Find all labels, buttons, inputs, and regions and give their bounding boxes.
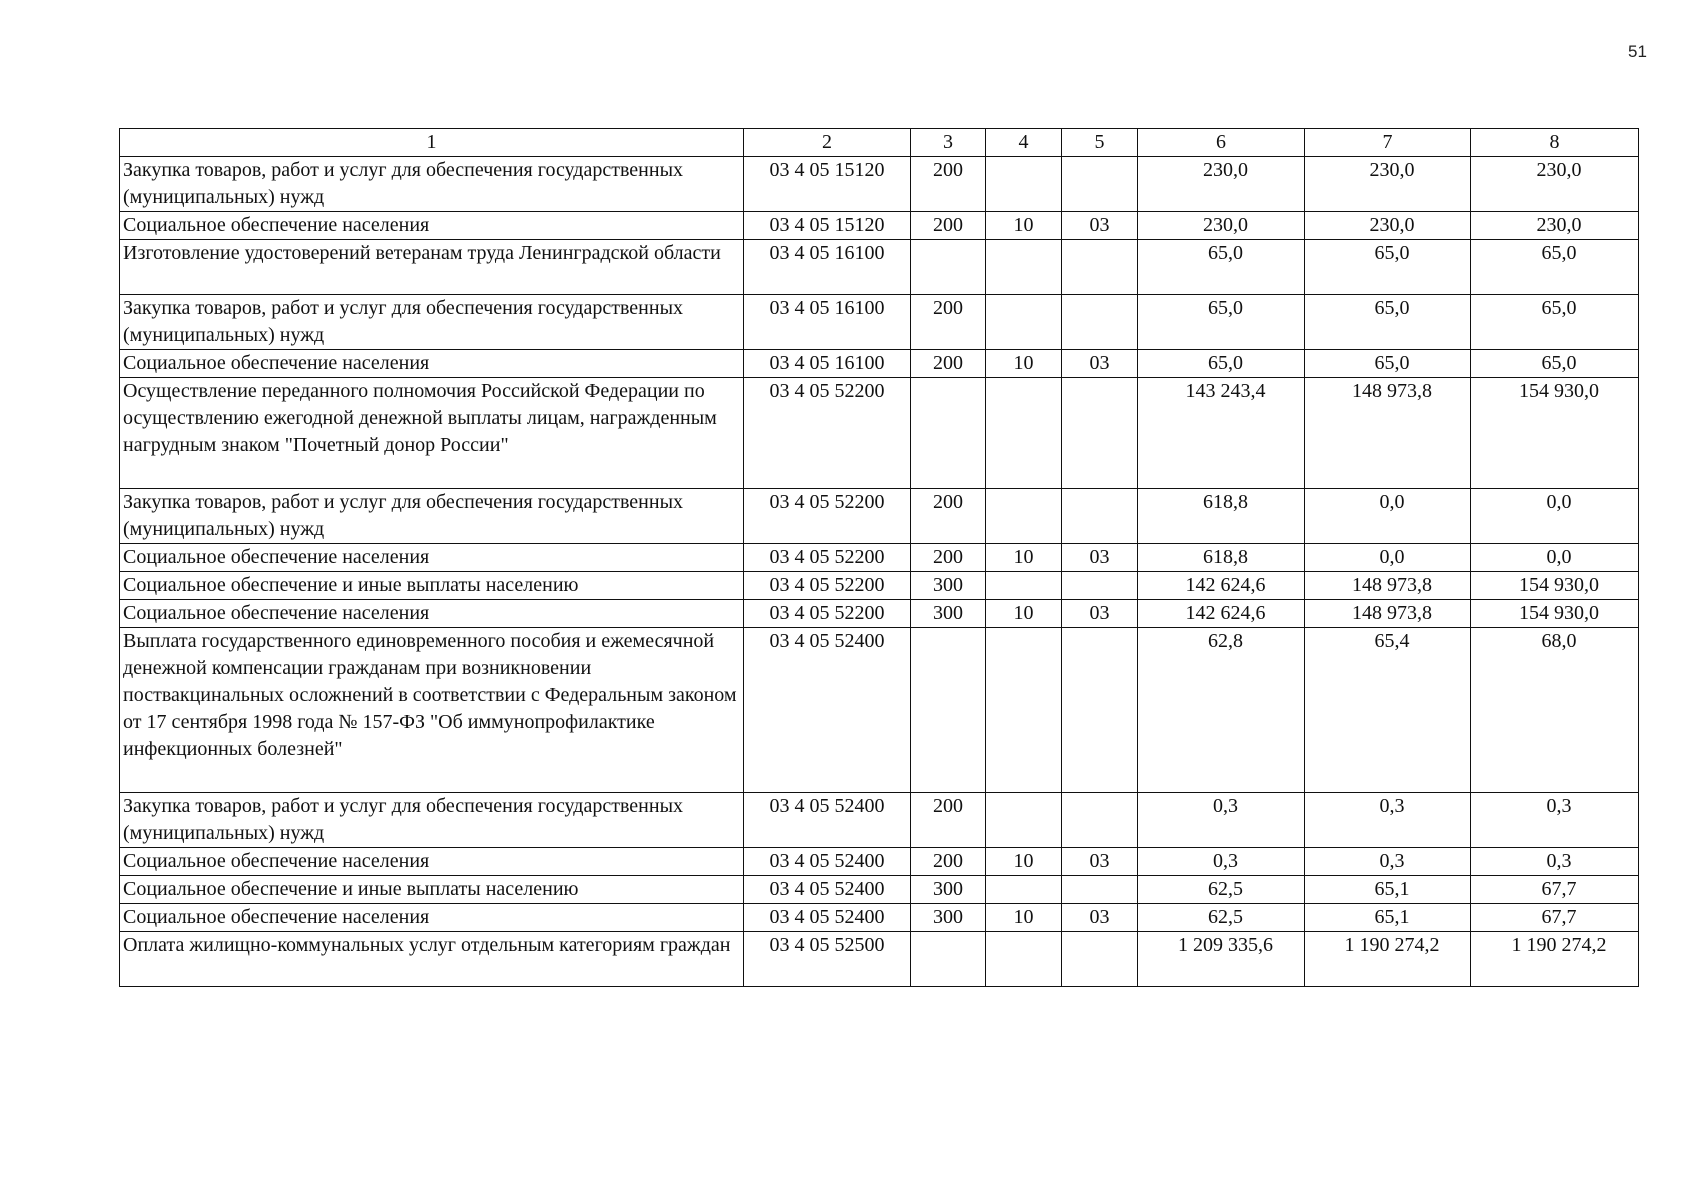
subsection-cell (1062, 489, 1138, 544)
expense-type-cell: 300 (911, 904, 986, 932)
amount-year3-cell: 154 930,0 (1471, 600, 1639, 628)
amount-year3-cell: 65,0 (1471, 350, 1639, 378)
row-name-cell: Закупка товаров, работ и услуг для обеспечения государственных (муниципальных) нужд (120, 489, 744, 544)
expense-type-cell: 200 (911, 157, 986, 212)
section-cell (986, 378, 1062, 489)
row-name-cell: Выплата государственного единовременного пособия и ежемесячной денежной компенсации гражданам при возникновении поствакцинальных осложнений в соответствии с Федеральным законом от 17 сентября 1998 года № 157-ФЗ "Об иммунопрофилактике инфекционных болезней" (120, 628, 744, 793)
amount-year3-cell: 67,7 (1471, 904, 1639, 932)
table-row (120, 848, 1639, 876)
subsection-cell (1062, 932, 1138, 987)
amount-year1-cell: 618,8 (1138, 489, 1305, 544)
column-header: 7 (1305, 129, 1471, 157)
expense-type-cell (911, 932, 986, 987)
table-row (120, 378, 1639, 489)
amount-year2-cell: 0,0 (1305, 489, 1471, 544)
target-article-cell: 03 4 05 52200 (744, 489, 911, 544)
row-name-cell: Социальное обеспечение и иные выплаты населению (120, 572, 744, 600)
section-cell (986, 932, 1062, 987)
table-row (120, 350, 1639, 378)
expense-type-cell: 300 (911, 572, 986, 600)
subsection-cell (1062, 628, 1138, 793)
amount-year1-cell: 142 624,6 (1138, 572, 1305, 600)
amount-year2-cell: 65,4 (1305, 628, 1471, 793)
amount-year1-cell: 65,0 (1138, 350, 1305, 378)
subsection-cell: 03 (1062, 350, 1138, 378)
row-name-cell: Социальное обеспечение населения (120, 904, 744, 932)
amount-year1-cell: 230,0 (1138, 212, 1305, 240)
row-name-cell: Оплата жилищно-коммунальных услуг отдельным категориям граждан (120, 932, 744, 987)
target-article-cell: 03 4 05 16100 (744, 350, 911, 378)
amount-year2-cell: 65,0 (1305, 240, 1471, 295)
amount-year3-cell: 68,0 (1471, 628, 1639, 793)
table-row (120, 212, 1639, 240)
subsection-cell (1062, 572, 1138, 600)
amount-year1-cell: 0,3 (1138, 793, 1305, 848)
row-name-cell: Социальное обеспечение населения (120, 600, 744, 628)
table-body (120, 157, 1639, 987)
section-cell (986, 295, 1062, 350)
table-row (120, 932, 1639, 987)
target-article-cell: 03 4 05 15120 (744, 212, 911, 240)
amount-year2-cell: 230,0 (1305, 212, 1471, 240)
section-cell (986, 240, 1062, 295)
target-article-cell: 03 4 05 52200 (744, 378, 911, 489)
target-article-cell: 03 4 05 52200 (744, 544, 911, 572)
amount-year3-cell: 230,0 (1471, 157, 1639, 212)
amount-year3-cell: 65,0 (1471, 295, 1639, 350)
amount-year3-cell: 154 930,0 (1471, 572, 1639, 600)
table-row (120, 904, 1639, 932)
table-row (120, 572, 1639, 600)
row-name-cell: Закупка товаров, работ и услуг для обеспечения государственных (муниципальных) нужд (120, 793, 744, 848)
row-name-cell: Социальное обеспечение населения (120, 848, 744, 876)
amount-year1-cell: 142 624,6 (1138, 600, 1305, 628)
table-row (120, 793, 1639, 848)
target-article-cell: 03 4 05 52400 (744, 904, 911, 932)
target-article-cell: 03 4 05 52200 (744, 572, 911, 600)
budget-table (119, 128, 1639, 987)
expense-type-cell (911, 240, 986, 295)
table-row (120, 628, 1639, 793)
subsection-cell: 03 (1062, 600, 1138, 628)
expense-type-cell: 200 (911, 350, 986, 378)
amount-year3-cell: 67,7 (1471, 876, 1639, 904)
amount-year2-cell: 65,1 (1305, 904, 1471, 932)
table-row (120, 600, 1639, 628)
section-cell (986, 793, 1062, 848)
amount-year2-cell: 148 973,8 (1305, 378, 1471, 489)
target-article-cell: 03 4 05 16100 (744, 240, 911, 295)
subsection-cell (1062, 793, 1138, 848)
section-cell: 10 (986, 544, 1062, 572)
expense-type-cell: 200 (911, 489, 986, 544)
row-name-cell: Изготовление удостоверений ветеранам труда Ленинградской области (120, 240, 744, 295)
amount-year2-cell: 0,3 (1305, 848, 1471, 876)
table-row (120, 295, 1639, 350)
amount-year2-cell: 0,0 (1305, 544, 1471, 572)
section-cell: 10 (986, 600, 1062, 628)
expense-type-cell: 200 (911, 848, 986, 876)
amount-year2-cell: 65,0 (1305, 350, 1471, 378)
amount-year3-cell: 0,0 (1471, 544, 1639, 572)
target-article-cell: 03 4 05 15120 (744, 157, 911, 212)
target-article-cell: 03 4 05 52400 (744, 848, 911, 876)
amount-year3-cell: 0,3 (1471, 848, 1639, 876)
column-header: 2 (744, 129, 911, 157)
section-cell: 10 (986, 212, 1062, 240)
row-name-cell: Социальное обеспечение населения (120, 212, 744, 240)
amount-year2-cell: 148 973,8 (1305, 572, 1471, 600)
row-name-cell: Социальное обеспечение населения (120, 350, 744, 378)
expense-type-cell: 200 (911, 793, 986, 848)
expense-type-cell: 200 (911, 544, 986, 572)
amount-year1-cell: 62,5 (1138, 876, 1305, 904)
column-header: 6 (1138, 129, 1305, 157)
expense-type-cell: 300 (911, 600, 986, 628)
section-cell: 10 (986, 350, 1062, 378)
amount-year1-cell: 1 209 335,6 (1138, 932, 1305, 987)
subsection-cell: 03 (1062, 212, 1138, 240)
amount-year1-cell: 62,5 (1138, 904, 1305, 932)
table-row (120, 876, 1639, 904)
amount-year3-cell: 1 190 274,2 (1471, 932, 1639, 987)
amount-year1-cell: 65,0 (1138, 295, 1305, 350)
section-cell (986, 572, 1062, 600)
amount-year3-cell: 0,0 (1471, 489, 1639, 544)
amount-year3-cell: 230,0 (1471, 212, 1639, 240)
target-article-cell: 03 4 05 52200 (744, 600, 911, 628)
amount-year2-cell: 65,1 (1305, 876, 1471, 904)
amount-year2-cell: 1 190 274,2 (1305, 932, 1471, 987)
subsection-cell (1062, 240, 1138, 295)
table-row (120, 489, 1639, 544)
amount-year1-cell: 618,8 (1138, 544, 1305, 572)
column-header: 1 (120, 129, 744, 157)
section-cell: 10 (986, 904, 1062, 932)
column-header: 8 (1471, 129, 1639, 157)
section-cell: 10 (986, 848, 1062, 876)
amount-year1-cell: 143 243,4 (1138, 378, 1305, 489)
page-number: 51 (1628, 42, 1647, 61)
subsection-cell: 03 (1062, 544, 1138, 572)
expense-type-cell (911, 378, 986, 489)
row-name-cell: Социальное обеспечение и иные выплаты населению (120, 876, 744, 904)
row-name-cell: Осуществление переданного полномочия Российской Федерации по осуществлению ежегодной денежной выплаты лицам, награжденным нагрудным знаком "Почетный донор России" (120, 378, 744, 489)
amount-year2-cell: 148 973,8 (1305, 600, 1471, 628)
row-name-cell: Закупка товаров, работ и услуг для обеспечения государственных (муниципальных) нужд (120, 295, 744, 350)
subsection-cell (1062, 876, 1138, 904)
table-header-row (120, 129, 1639, 157)
amount-year2-cell: 230,0 (1305, 157, 1471, 212)
expense-type-cell (911, 628, 986, 793)
amount-year1-cell: 62,8 (1138, 628, 1305, 793)
subsection-cell: 03 (1062, 904, 1138, 932)
amount-year3-cell: 65,0 (1471, 240, 1639, 295)
target-article-cell: 03 4 05 52400 (744, 876, 911, 904)
subsection-cell (1062, 295, 1138, 350)
amount-year3-cell: 0,3 (1471, 793, 1639, 848)
section-cell (986, 489, 1062, 544)
expense-type-cell: 200 (911, 212, 986, 240)
amount-year3-cell: 154 930,0 (1471, 378, 1639, 489)
amount-year2-cell: 65,0 (1305, 295, 1471, 350)
column-header: 5 (1062, 129, 1138, 157)
row-name-cell: Закупка товаров, работ и услуг для обеспечения государственных (муниципальных) нужд (120, 157, 744, 212)
section-cell (986, 157, 1062, 212)
expense-type-cell: 200 (911, 295, 986, 350)
target-article-cell: 03 4 05 16100 (744, 295, 911, 350)
expense-type-cell: 300 (911, 876, 986, 904)
subsection-cell (1062, 378, 1138, 489)
amount-year1-cell: 65,0 (1138, 240, 1305, 295)
column-header: 3 (911, 129, 986, 157)
column-header: 4 (986, 129, 1062, 157)
section-cell (986, 628, 1062, 793)
table-row (120, 544, 1639, 572)
amount-year2-cell: 0,3 (1305, 793, 1471, 848)
section-cell (986, 876, 1062, 904)
amount-year1-cell: 0,3 (1138, 848, 1305, 876)
target-article-cell: 03 4 05 52400 (744, 793, 911, 848)
subsection-cell (1062, 157, 1138, 212)
table-row (120, 240, 1639, 295)
target-article-cell: 03 4 05 52400 (744, 628, 911, 793)
table-row (120, 157, 1639, 212)
row-name-cell: Социальное обеспечение населения (120, 544, 744, 572)
target-article-cell: 03 4 05 52500 (744, 932, 911, 987)
subsection-cell: 03 (1062, 848, 1138, 876)
amount-year1-cell: 230,0 (1138, 157, 1305, 212)
